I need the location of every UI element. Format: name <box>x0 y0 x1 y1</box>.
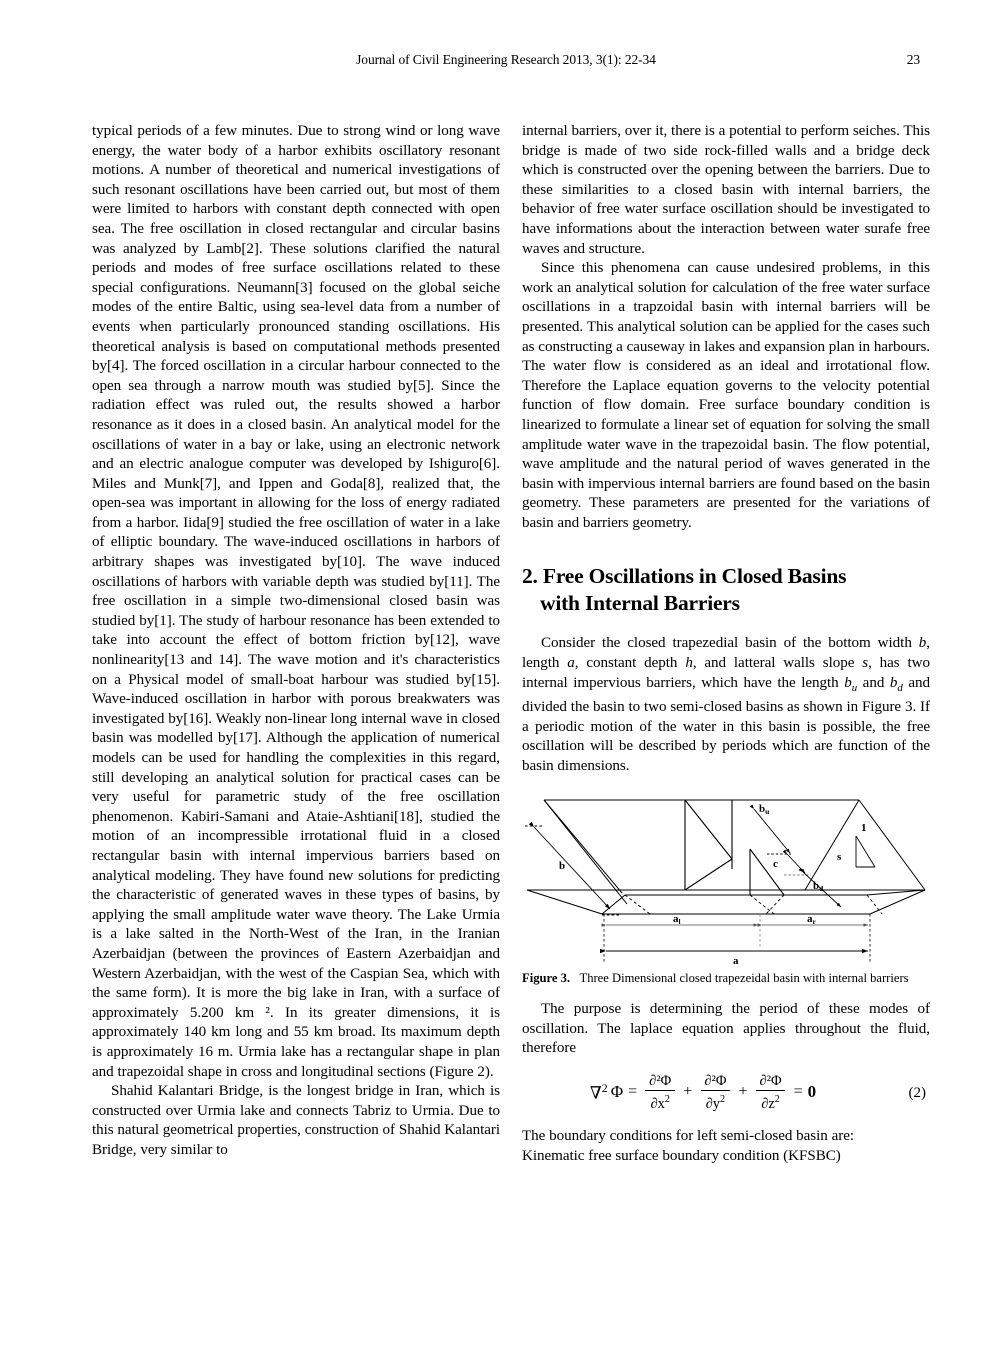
symbol-bu <box>844 674 858 694</box>
symbol-bd-base: b <box>889 674 898 691</box>
p3-part-7: and divided the basin to two semi-closed basins as shown in Figure 3. If a periodic motion of the water in this basin is possible, the free oscillation will be described by periods which are function of the basin dimensions. <box>522 674 930 775</box>
term-2-numerator: ∂²Φ <box>704 1072 727 1089</box>
figure-3 <box>522 797 930 987</box>
p3-part-2: , length <box>522 635 930 672</box>
right-paragraph-2: Since this phenomena can cause undesired problems, in this work an analytical solution for calculation of the free water surface oscillations in a trapzoidal basin with internal barriers will be presented. This analytical solution can be applied for the cases such as constructing a causeway in lakes and expansion plan in harbours. The water flow is considered as an ideal and irrotational flow. Therefore the Laplace equation governs to the velocity potential function of flow domain. Free surface boundary condition is linearized to formulate a linear set of equation for solving the small amplitude water wave in the trapezoidal basin. The flow potential, wave amplitude and the natural period of waves generated in the basin with impervious internal barriers are found based on the basin geometry. These parameters are presented for the variations of basin and barriers geometry. <box>522 260 930 531</box>
left-paragraph-1: typical periods of a few minutes. Due to strong wind or long wave energy, the water body of a harbor exhibits oscillatory resonant motions. A number of theoretical and numerical investigations of such resonant oscillations have been carried out, but most of them were limited to harbors with constant depth connected with open sea. The free oscillation in closed rectangular and circular basins was analyzed by Lamb[2]. These solutions clarified the natural periods and modes of free surface oscillations related to these special configurations. Neumann[3] focused on the global seiche modes of the entire Baltic, using sea-level data from a number of events when particularly pronounced standing oscillations. His theoretical analysis is based on computational methods presented by[4]. The forced oscillation in a circular harbour connected to the open sea through a narrow mouth was studied by[5]. Since the radiation effect was ruled out, the results showed a harbor resonance as it does in a closed basin. An analytical model for the oscillations of water in a bay or lake, using an electronic network and an electric analogue computer was developed by Ishiguro[6]. Miles and Munk[7], and Ippen and Goda[8], realized that, the open-sea was important in allowing for the loss of energy radiated from a harbor. Iida[9] studied the free oscillation of water in a lake of elliptic boundary. The wave-induced oscillations in harbors of arbitrary shapes was investigated by[10]. The wave induced oscillations of harbors with variable depth was studied by[11]. The free oscillation in a simple two-dimensional closed basin was studied by[1]. The study of harbour resonance has been extended to take into account the effect of bottom friction by[12], wave nonlinearity[13 and 14]. The wave motion and it's characteristics on a Physical model of small-boat harbour was studied by[15]. Wave-induced oscillation in harbor with porous breakwaters was investigated by[16]. Weakly non-linear long internal wave in closed basin was modelled by[17]. Although the application of numerical models can be used for handling the complexities in this regard, still developing an analytical solution for practical cases can be very useful for parametric study of the free oscillation phenomenon. Kabiri-Samani and Ataie-Ashtiani[18], studied the motion of an incompressible irrotational fluid in a closed rectangular basin with internal impervious barriers based on analytical modeling. They have found new solutions for predicting the characteristic of generated waves in these types of basins, by applying the small amplitude water wave theory. The Lake Urmia is a lake salted in the North-West of the Iran, in the Iranian Azerbaidjan (between the provinces of Eastern Azerbaidjan and Western Azerbaidjan, with the west of the Caspian Sea, which with the same form). It is more the big lake in Iran, with a surface of approximately 5.200 km ². In its greater dimensions, it is approximately 140 km long and 55 km broad. Its maximum depth is approximately 16 m. Urmia lake has a rectangular shape in plan and trapezoidal shape in cross and longitudinal sections (Figure 2). <box>92 123 500 1080</box>
symbol-h: h <box>685 655 693 672</box>
right-paragraph-5-line-1: The boundary conditions for left semi-closed basin are: <box>522 1127 855 1144</box>
equals-2: = <box>793 1083 803 1101</box>
figure-caption-number: Figure 3. <box>522 970 571 985</box>
p3-part-6: and <box>857 674 890 691</box>
journal-citation: Journal of Civil Engineering Research 2013, 3(1): 22-34 <box>356 52 656 67</box>
spacer-before-heading <box>522 533 930 563</box>
figure-3-drawing <box>522 797 930 965</box>
symbol-b: b <box>918 635 927 652</box>
right-column <box>522 122 930 1166</box>
right-paragraph-1: internal barriers, over it, there is a potential to perform seiches. This bridge is made of two side rock-filled walls and a bridge deck which is constructed over the opening between the barriers. Due to these similarities to a closed basin with internal barriers, the behavior of free water surface oscillation should be investigated to have informations about the interaction between water surafe free waves and structure. <box>522 123 930 257</box>
label-bd: $b_d$ <box>813 879 824 893</box>
right-paragraph-4: The purpose is determining the period of these modes of oscillation. The laplace equation applies throughout the fluid, therefore <box>522 1001 930 1057</box>
plus-2: + <box>738 1083 748 1101</box>
label-a: a <box>733 954 739 965</box>
symbol-bd <box>889 674 903 694</box>
label-bu: $b_u$ <box>759 802 770 816</box>
equation-2-row <box>522 1073 930 1117</box>
trapezoidal-basin-diagram <box>522 797 930 965</box>
symbol-bu-base: b <box>844 674 852 691</box>
label-c: c <box>773 857 778 870</box>
symbol-s: s <box>862 655 869 672</box>
term-1-numerator: ∂²Φ <box>649 1072 672 1089</box>
term-3-denominator: $\partial z^2$ <box>756 1090 785 1112</box>
p3-part-5: , has two internal impervious barriers, which have the length <box>522 655 930 691</box>
left-column <box>92 122 500 1160</box>
spacer-after-heading <box>522 616 930 634</box>
p3-part-1: Consider the closed trapezedial basin of the bottom width <box>541 635 919 652</box>
phi-symbol: Φ <box>610 1082 624 1102</box>
running-head <box>92 52 920 74</box>
figure-3-caption <box>522 971 930 987</box>
right-paragraph-3 <box>522 634 930 776</box>
equation-2-number: (2) <box>908 1084 926 1101</box>
term-2-denominator: $\partial y^2$ <box>701 1090 730 1112</box>
symbol-bu-sub: u <box>851 681 858 694</box>
figure-caption-text: Three Dimensional closed trapezeidal basin with internal barriers <box>579 970 909 985</box>
left-paragraph-2: Shahid Kalantari Bridge, is the longest bridge in Iran, which is constructed over Urmia lake and connects Tabriz to Urmia. Due to this natural geometrical properties, construction of Shahid Kalantari Bridge, very similar to <box>92 1083 501 1158</box>
section-heading-line-1: 2. Free Oscillations in Closed Basins <box>522 564 847 589</box>
right-paragraph-5-line-2: Kinematic free surface boundary condition (KFSBC) <box>522 1147 841 1164</box>
term-3-numerator: ∂²Φ <box>759 1072 782 1089</box>
equals-1: = <box>628 1083 638 1101</box>
slope-indicator <box>856 836 875 867</box>
label-b: b <box>559 859 566 872</box>
label-ar: $a_r$ <box>807 912 816 926</box>
label-s: s <box>837 850 842 863</box>
dimension-bu <box>754 809 790 853</box>
p3-part-3: , constant depth <box>574 655 686 672</box>
label-one: 1 <box>861 821 867 834</box>
symbol-bd-sub: d <box>897 681 903 694</box>
barrier-upper <box>685 800 732 890</box>
symbol-a: a <box>567 655 575 672</box>
term-1 <box>644 1073 676 1112</box>
term-1-denominator: $\partial x^2$ <box>645 1090 674 1112</box>
barrier-lower <box>750 849 784 895</box>
p3-part-4: , and latteral walls slope <box>692 655 863 672</box>
equation-2 <box>522 1073 884 1112</box>
section-heading-line-2: with Internal Barriers <box>540 590 740 615</box>
equation-rhs-zero: 0 <box>807 1082 817 1102</box>
page-number: 23 <box>906 52 920 67</box>
dimension-b <box>525 826 621 915</box>
nabla-symbol: ∇$^2$ <box>589 1081 608 1103</box>
section-heading <box>522 563 930 616</box>
hidden-edges <box>625 890 882 914</box>
term-2 <box>699 1073 731 1112</box>
plus-1: + <box>683 1083 693 1101</box>
label-al: $a_l$ <box>673 912 681 926</box>
term-3 <box>754 1073 786 1112</box>
